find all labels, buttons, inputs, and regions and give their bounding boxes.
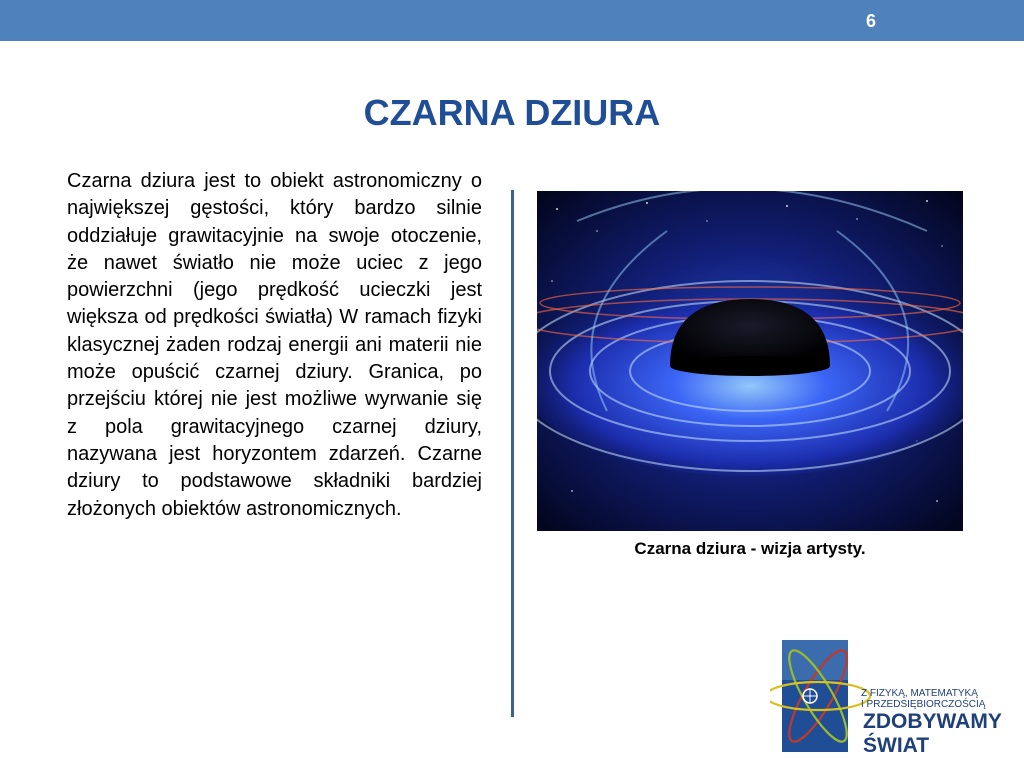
logo-text-line4: ŚWIAT <box>863 734 930 757</box>
vertical-divider <box>511 190 514 717</box>
page-number: 6 <box>865 11 876 31</box>
logo-text-line2: I PRZEDSIĘBIORCZOŚCIĄ <box>861 699 986 710</box>
project-logo <box>770 622 1024 768</box>
black-hole-illustration <box>537 191 963 531</box>
slide-title: CZARNA DZIURA <box>363 92 661 133</box>
top-bar <box>0 0 1024 41</box>
logo-text-line3: ZDOBYWAMY <box>863 710 1002 733</box>
body-text: Czarna dziura jest to obiekt astronomiczny o największej gęstości, który bardzo silnie oddziałuje grawitacyjnie na swoje otoczenie, że nawet światło nie może uciec z jego powierzchni (jego prędkość ucieczki jest większa od prędkości światła) W ramach fizyki klasycznej żaden rodzaj energii ani materii nie może opuścić czarnej dziury. Granica, po przejściu której nie jest możliwe wyrwanie się z pola grawitacyjnego czarnej dziury, nazywana jest horyzontem zdarzeń. Czarne dziury to podstawowe składniki bardziej złożonych obiektów astronomicznych. <box>67 170 482 520</box>
black-hole-image <box>537 191 963 531</box>
logo-text-line1: Z FIZYKĄ, MATEMATYKĄ <box>861 688 978 699</box>
image-caption: Czarna dziura - wizja artysty. <box>634 539 866 558</box>
